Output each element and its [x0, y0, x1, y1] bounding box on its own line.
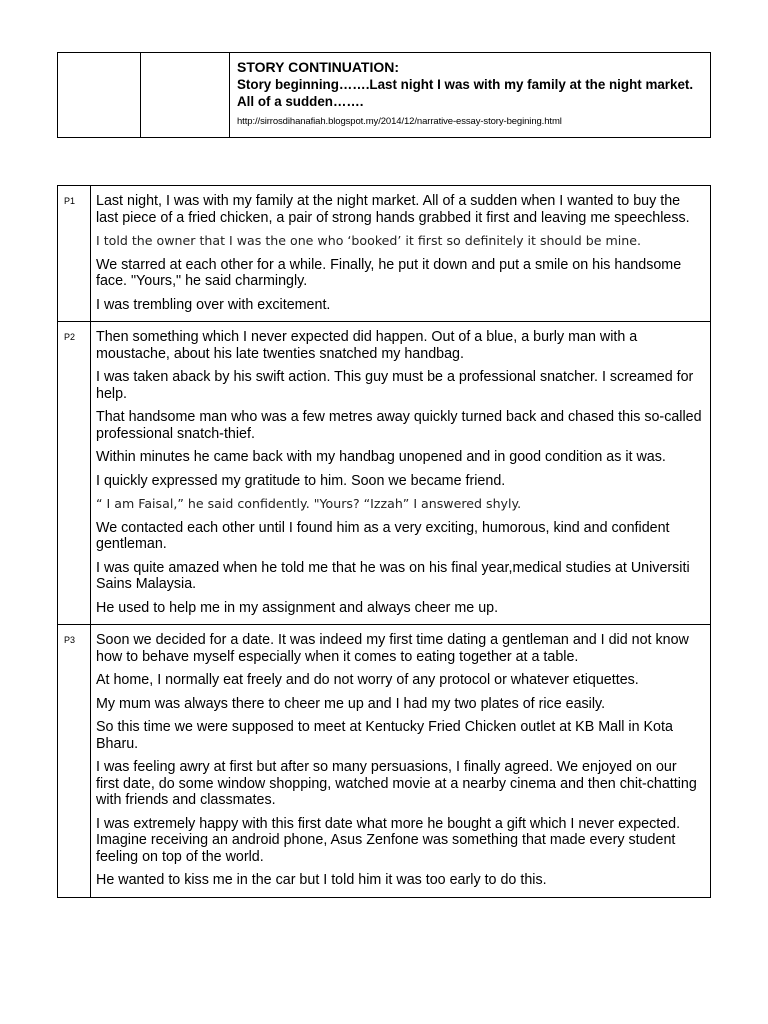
story-line: Soon we decided for a date. It was indeed my first time dating a gentleman and I did not know how to behave myself especially when it comes to eating together at a table. [96, 632, 689, 665]
story-line: “ I am Faisal,” he said confidently. "Yours? “Izzah” I answered shyly. [96, 496, 522, 511]
story-line: I was extremely happy with this first date what more he bought a gift which I never expected. Imagine receiving an android phone, Asus Zenfone was something that made every student feeling on top of the world. [96, 815, 681, 865]
paragraph-text [91, 322, 711, 625]
paragraph-label: P1 [58, 186, 91, 322]
story-line: I was trembling over with excitement. [96, 296, 331, 313]
story-table [57, 185, 711, 898]
header-empty-cell-2 [141, 53, 230, 138]
story-line: At home, I normally eat freely and do not worry of any protocol or whatever etiquettes. [96, 672, 639, 688]
header-table [57, 52, 711, 138]
story-line: I was quite amazed when he told me that he was on his final year,medical studies at Universiti Sains Malaysia. [96, 559, 690, 592]
header-content-cell [230, 53, 711, 138]
story-line: I was feeling awry at first but after so many persuasions, I finally agreed. We enjoyed on our first date, do some window shopping, watched movie at a nearby cinema and then chit-chatting with friends and classmates. [96, 759, 697, 808]
story-line: I was taken aback by his swift action. This guy must be a professional snatcher. I screamed for help. [96, 369, 694, 402]
paragraph-row-p3 [58, 625, 711, 898]
story-line: Last night, I was with my family at the night market. All of a sudden when I wanted to buy the last piece of a fried chicken, a pair of strong hands grabbed it first and leaving me speechless. [96, 193, 690, 226]
story-line: We contacted each other until I found him as a very exciting, humorous, kind and confident gentleman. [96, 519, 670, 552]
story-line: I quickly expressed my gratitude to him. Soon we became friend. [96, 472, 506, 489]
paragraph-text [91, 625, 711, 898]
story-line: So this time we were supposed to meet at Kentucky Fried Chicken outlet at KB Mall in Kota Bharu. [96, 719, 673, 752]
paragraph-label: P2 [58, 322, 91, 625]
story-line: That handsome man who was a few metres away quickly turned back and chased this so-called professional snatch-thief. [96, 409, 702, 442]
story-line: Within minutes he came back with my handbag unopened and in good condition as it was. [96, 449, 666, 465]
header-empty-cell-1 [58, 53, 141, 138]
story-line: I told the owner that I was the one who ‘booked’ it first so definitely it should be mine. [96, 233, 641, 248]
story-line: My mum was always there to cheer me up and I had my two plates of rice easily. [96, 695, 606, 712]
story-line: We starred at each other for a while. Finally, he put it down and put a smile on his handsome face. "Yours," he said charmingly. [96, 256, 682, 289]
paragraph-row-p1 [58, 186, 711, 322]
source-url[interactable]: http://sirrosdihanafiah.blogspot.my/2014/12/narrative-essay-story-begining.html [237, 116, 562, 127]
paragraph-row-p2 [58, 322, 711, 625]
story-line: He used to help me in my assignment and always cheer me up. [96, 599, 499, 616]
story-continuation-title: STORY CONTINUATION: [237, 59, 400, 75]
story-beginning-prompt: Story beginning…….Last night I was with my family at the night market. All of a sudden……. [237, 77, 694, 109]
paragraph-label: P3 [58, 625, 91, 898]
story-line: He wanted to kiss me in the car but I told him it was too early to do this. [96, 872, 547, 888]
story-line: Then something which I never expected did happen. Out of a blue, a burly man with a moustache, about his late twenties snatched my handbag. [96, 329, 638, 362]
paragraph-text [91, 186, 711, 322]
